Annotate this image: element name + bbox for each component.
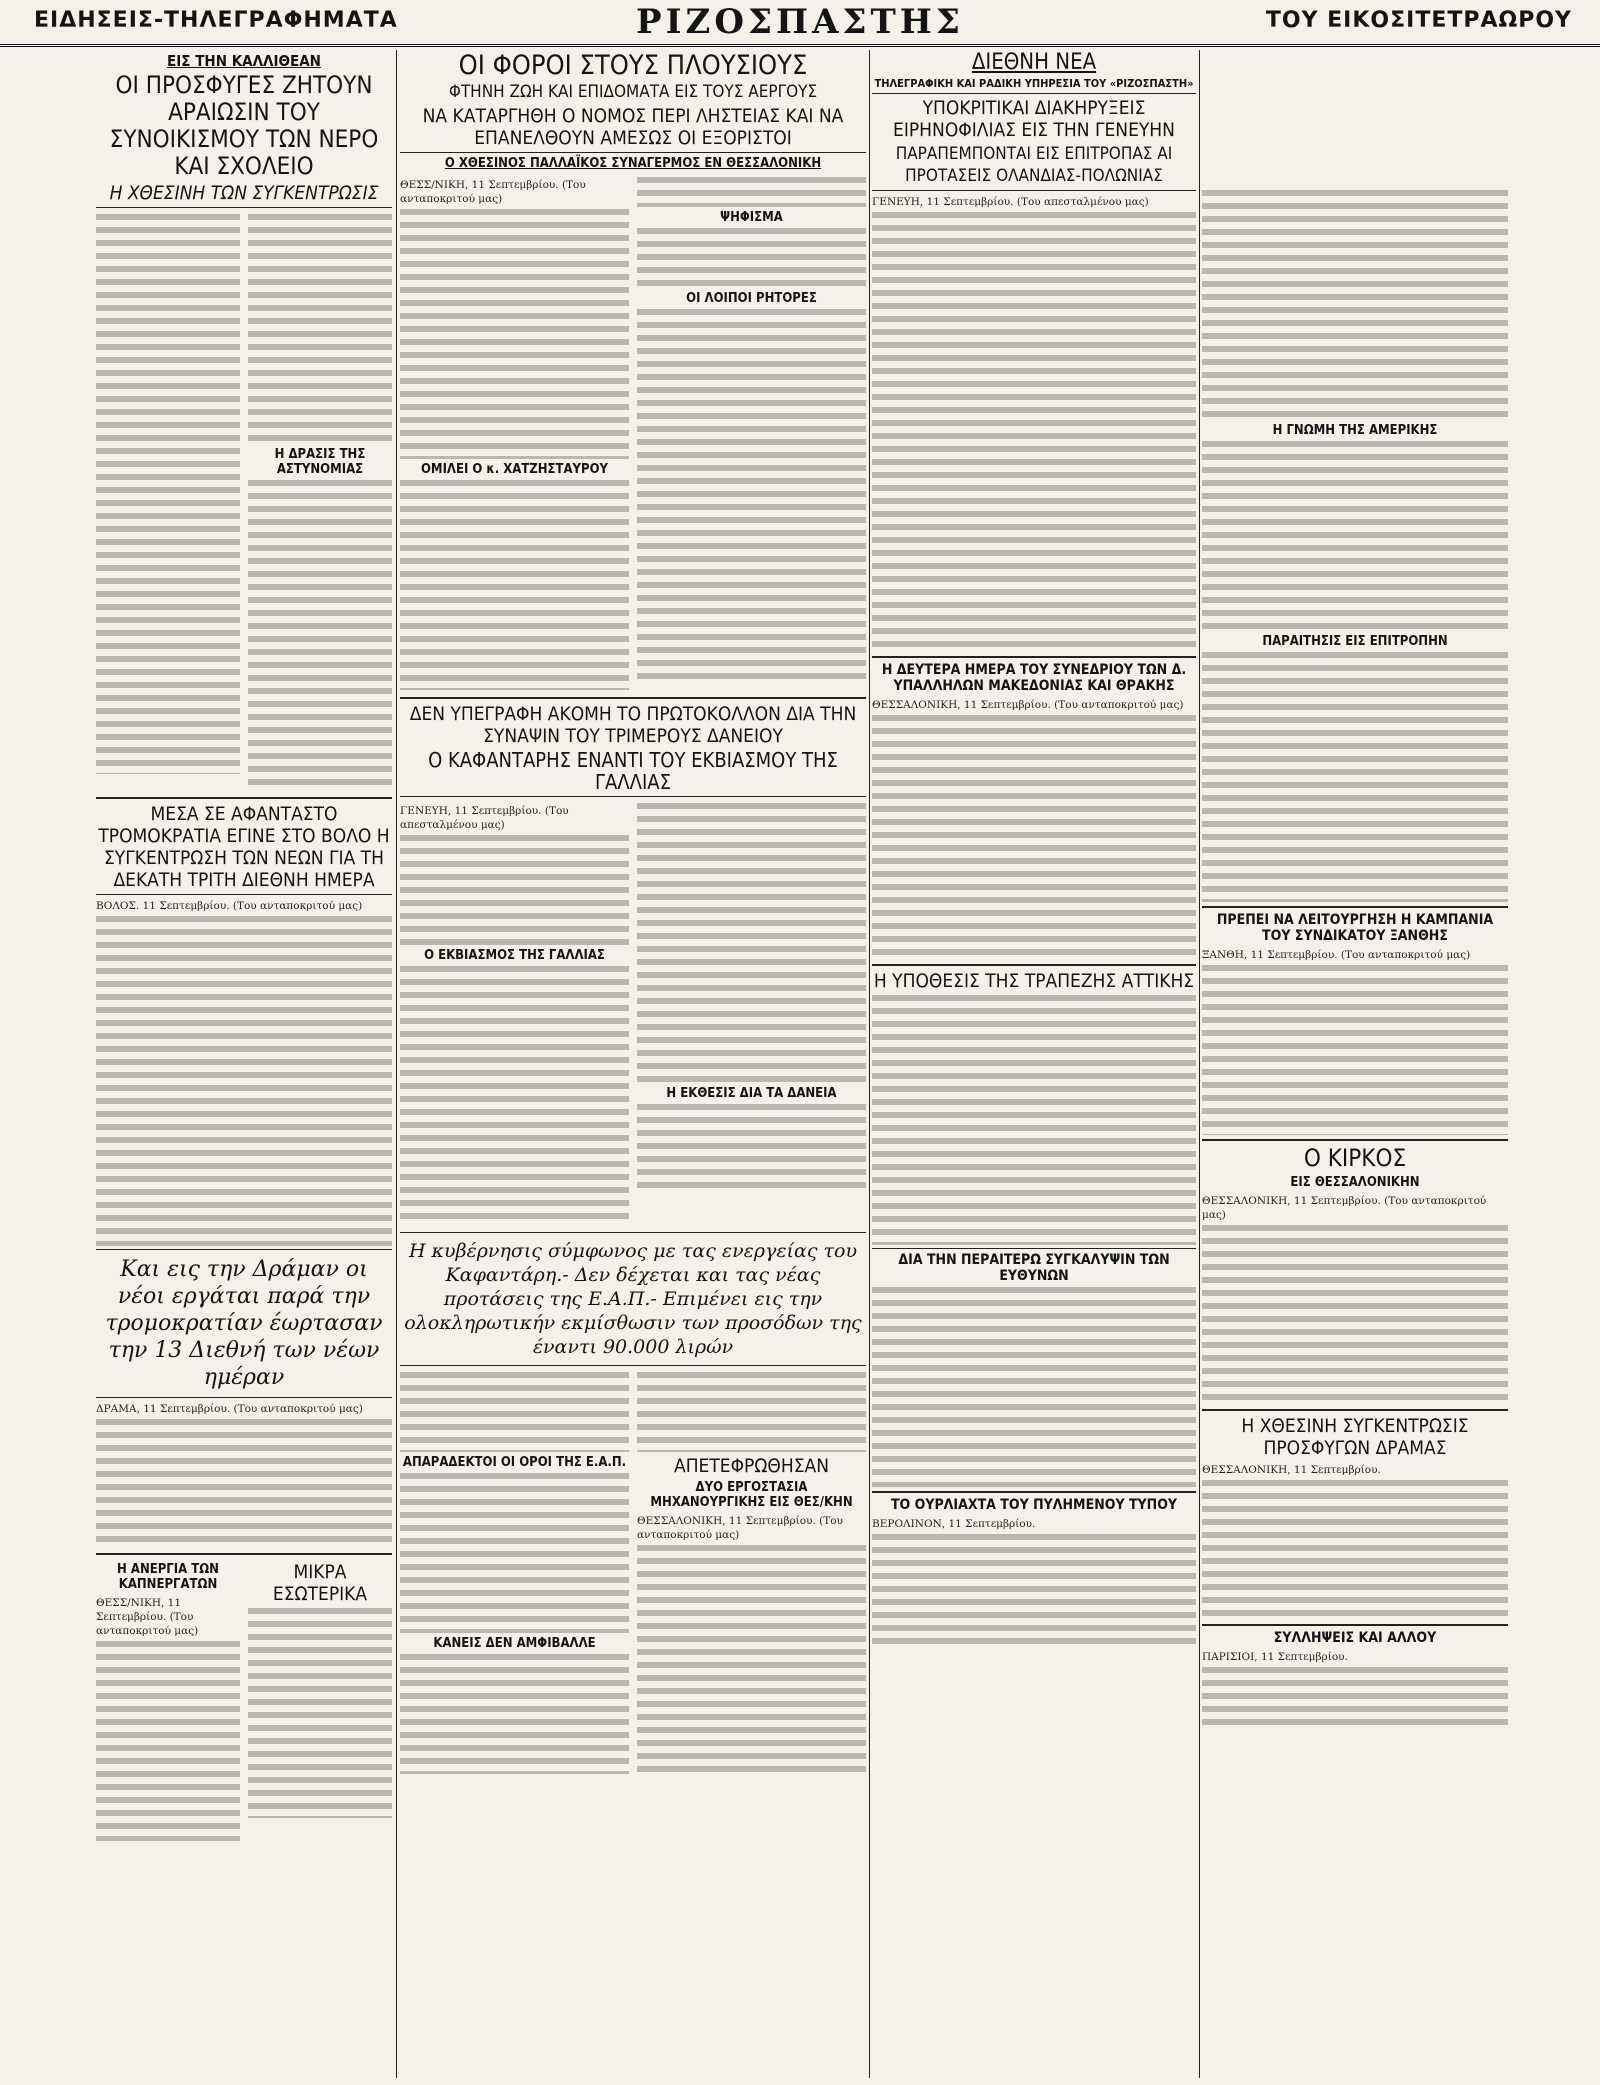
kicker-rally: Ο ΧΘΕΣΙΝΟΣ ΠΑΛΛΑΪΚΟΣ ΣΥΝΑΓΕΡΜΟΣ ΕΝ ΘΕΣΣΑΛΟΝΙΚΗ [444,156,822,171]
subhead-no-doubt: ΚΑΝΕΙΣ ΔΕΝ ΑΜΦΙΒΑΛΛΕ [433,1636,596,1651]
divider [1202,1409,1508,1411]
divider [1202,1139,1508,1141]
text-block [400,209,629,459]
divider [400,1232,866,1233]
headline-taxes: ΟΙ ΦΟΡΟΙ ΣΤΟΥΣ ΠΛΟΥΣΙΟΥΣ [458,50,808,81]
dateline-berlin: ΒΕΡΟΛΙΝΟΝ, 11 Σεπτεμβρίου. [872,1518,1036,1530]
subhead-police: Η ΔΡΑΣΙΣ ΤΗΣ ΑΣΤΥΝΟΜΙΑΣ [274,447,366,477]
subhead-speech: ΟΜΙΛΕΙ Ο κ. ΧΑΤΖΗΣΤΑΥΡΟΥ [420,462,608,477]
text-block [872,995,1196,1245]
headline-circus: Ο ΚΙΡΚΟΣ [1303,1144,1407,1172]
text-block [637,1104,866,1194]
kicker-kallithea: ΕΙΣ ΤΗΝ ΚΑΛΛΙΘΕΑΝ [167,52,321,70]
column-divider [1199,50,1200,2078]
text-block [637,228,866,288]
text-block [248,214,392,444]
headline-tobacco-workers: Η ΑΝΕΡΓΙΑ ΤΩΝ ΚΑΠΝΕΡΓΑΤΩΝ [117,1562,219,1592]
subhead-rejected-terms: ΑΠΑΡΑΔΕΚΤΟΙ ΟΙ ΟΡΟΙ ΤΗΣ Ε.Α.Π. [402,1455,627,1470]
text-block [637,309,866,679]
dateline-paris: ΠΑΡΙΣΙΟΙ, 11 Σεπτεμβρίου. [1202,1651,1348,1663]
text-block [872,1287,1196,1487]
headline-cover-up: ΔΙΑ ΤΗΝ ΠΕΡΑΙΤΕΡΩ ΣΥΓΚΑΛΥΨΙΝ ΤΩΝ ΕΥΘΥΝΩΝ [898,1252,1170,1284]
text-block [637,177,866,207]
subhead-abolish-law: ΝΑ ΚΑΤΑΡΓΗΘΗ Ο ΝΟΜΟΣ ΠΕΡΙ ΛΗΣΤΕΙΑΣ ΚΑΙ ΝΑ ΕΠΑΝΕΛΘΟΥΝ ΑΜΕΣΩΣ ΟΙ ΕΞΟΡΙΣΤΟΙ [422,105,844,149]
text-block [1202,1667,1508,1727]
text-block [96,1641,240,1841]
divider [872,1491,1196,1493]
divider [1202,906,1508,908]
dateline-geneva: ΓΕΝΕΥΗ, 11 Σεπτεμβρίου. (Του απεσταλμένου μας) [400,805,569,831]
dateline-drama-rally: ΘΕΣΣΑΛΟΝΙΚΗ, 11 Σεπτεμβρίου. [1202,1464,1381,1476]
text-block [248,480,392,790]
subhead-loans: Η ΕΚΘΕΣΙΣ ΔΙΑ ΤΑ ΔΑΝΕΙΑ [666,1086,837,1101]
column-divider [396,50,397,2078]
headline-congress: Η ΔΕΥΤΕΡΑ ΗΜΕΡΑ ΤΟΥ ΣΥΝΕΔΡΙΟΥ ΤΩΝ Δ. ΥΠΑΛΛΗΛΩΝ ΜΑΚΕΔΟΝΙΑΣ ΚΑΙ ΘΡΑΚΗΣ [881,662,1187,694]
text-block [248,1608,392,1818]
text-block [637,1545,866,1775]
divider [872,964,1196,966]
text-block [96,916,392,1246]
headline-press: ΤΟ ΟΥΡΛΙΑΧΤΑ ΤΟΥ ΠΥΛΗΜΕΝΟΥ ΤΥΠΟΥ [890,1497,1178,1513]
text-block [400,835,629,945]
headline-peace-declarations: ΥΠΟΚΡΙΤΙΚΑΙ ΔΙΑΚΗΡΥΞΕΙΣ ΕΙΡΗΝΟΦΙΛΙΑΣ ΕΙΣ ΤΗΝ ΓΕΝΕΥΗΝ [893,97,1175,141]
headline-refugees: ΟΙ ΠΡΟΣΦΥΓΕΣ ΖΗΤΟΥΝ ΑΡΑΙΩΣΙΝ ΤΟΥ ΣΥΝΟΙΚΙΣΜΟΥ ΤΩΝ ΝΕΡΟ ΚΑΙ ΣΧΟΛΕΙΟ [109,71,379,180]
text-block [400,1654,629,1774]
column-4 [1202,50,1508,2080]
divider [872,93,1196,94]
subhead-committee: ΠΑΡΑΙΤΗΣΙΣ ΕΙΣ ΕΠΙΤΡΟΠΗΝ [1262,634,1448,649]
divider [400,796,866,797]
dateline-drama: ΔΡΑΜΑ, 11 Σεπτεμβρίου. (Του ανταποκριτού μας) [96,1403,363,1415]
headline-protocol: ΔΕΝ ΥΠΕΓΡΑΦΗ ΑΚΟΜΗ ΤΟ ΠΡΩΤΟΚΟΛΛΟΝ ΔΙΑ ΤΗΝ ΣΥΝΑΨΙΝ ΤΟΥ ΤΡΙΜΕΡΟΥΣ ΔΑΝΕΙΟΥ [409,703,857,747]
divider [96,1397,392,1398]
headline-bank-affair: Η ΥΠΟΘΕΣΙΣ ΤΗΣ ΤΡΑΠΕΖΗΣ ΑΤΤΙΚΗΣ [873,970,1195,992]
divider [400,152,866,153]
dateline-geneva: ΓΕΝΕΥΗ, 11 Σεπτεμβρίου. (Του απεσταλμένου μας) [872,196,1149,208]
headline-arrests: ΣΥΛΛΗΨΕΙΣ ΚΑΙ ΑΛΛΟΥ [1273,1630,1437,1646]
text-block [400,966,629,1226]
article-body [400,174,866,693]
subhead-speakers: ΟΙ ΛΟΙΠΟΙ ΡΗΤΟΡΕΣ [686,291,817,306]
subhead-america: Η ΓΝΩΜΗ ΤΗΣ ΑΜΕΡΙΚΗΣ [1272,423,1438,438]
headline-volos: ΜΕΣΑ ΣΕ ΑΦΑΝΤΑΣΤΟ ΤΡΟΜΟΚΡΑΤΙΑ ΕΓΙΝΕ ΣΤΟ ΒΟΛΟ Η ΣΥΓΚΕΝΤΡΩΣΗ ΤΩΝ ΝΕΩΝ ΓΙΑ ΤΗ ΔΕΚΑΤΗ ΤΡΙΤΗ ΔΙΕΘΝΗ ΗΜΕΡΑ [98,803,390,891]
masthead-section-left: ΕΙΔΗΣΕΙΣ-ΤΗΛΕΓΡΑΦΗΜΑΤΑ [34,8,398,33]
text-block [1202,190,1508,420]
text-block [400,1372,629,1452]
column-divider [869,50,870,2078]
dateline-xanthi: ΞΑΝΘΗ, 11 Σεπτεμβρίου. (Του ανταποκριτού μας) [1202,949,1471,961]
headline-drama-rally: Η ΧΘΕΣΙΝΗ ΣΥΓΚΕΝΤΡΩΣΙΣ ΠΡΟΣΦΥΓΩΝ ΔΡΑΜΑΣ [1241,1415,1469,1459]
divider [96,797,392,799]
service-line: ΤΗΛΕΓΡΑΦΙΚΗ ΚΑΙ ΡΑΔΙΚΗ ΥΠΗΡΕΣΙΑ ΤΟΥ «ΡΙΖΟΣΠΑΣΤΗ» [874,77,1194,90]
article-body [400,800,866,1229]
headline-minor-domestic: ΜΙΚΡΑ ΕΣΩΤΕΡΙΚΑ [272,1561,368,1605]
subhead-cheap-life: ΦΤΗΝΗ ΖΩΗ ΚΑΙ ΕΠΙΔΟΜΑΤΑ ΕΙΣ ΤΟΥΣ ΑΕΡΓΟΥΣ [448,82,818,102]
dateline-thessaloniki: ΘΕΣΣ/ΝΙΚΗ, 11 Σεπτεμβρίου. (Του ανταποκριτού μας) [400,179,586,205]
divider [1202,1624,1508,1626]
text-block [1202,965,1508,1135]
dateline-volos: ΒΟΛΟΣ. 11 Σεπτεμβρίου. (Του ανταποκριτού μας) [96,900,363,912]
text-block [872,715,1196,960]
subhead-resolution: ΨΗΦΙΣΜΑ [720,210,783,225]
text-block [1202,652,1508,902]
article-body [96,211,392,793]
headline-committees: ΠΑΡΑΠΕΜΠΟΝΤΑΙ ΕΙΣ ΕΠΙΤΡΟΠΑΣ ΑΙ ΠΡΟΤΑΣΕΙΣ ΟΛΑΝΔΙΑΣ-ΠΟΛΩΝΙΑΣ [895,144,1173,186]
divider [96,1553,392,1555]
text-block [1202,441,1508,631]
text-block [1202,1480,1508,1620]
dateline-circus: ΘΕΣΣΑΛΟΝΙΚΗ, 11 Σεπτεμβρίου. (Του ανταποκριτού μας) [1202,1195,1487,1221]
divider [96,894,392,895]
divider [872,656,1196,658]
headline-burned: ΑΠΕΤΕΦΡΩΘΗΣΑΝ [674,1455,829,1477]
kicker-international: ΔΙΕΘΝΗ ΝΕΑ [971,50,1097,75]
subhead-blackmail: Ο ΕΚΒΙΑΣΜΟΣ ΤΗΣ ΓΑΛΛΙΑΣ [424,948,605,963]
masthead-section-right: ΤΟΥ ΕΙΚΟΣΙΤΕΤΡΑΩΡΟΥ [1265,8,1572,33]
text-block [1202,1225,1508,1405]
subhead-factories: ΔΥΟ ΕΡΓΟΣΤΑΣΙΑ ΜΗΧΑΝΟΥΡΓΙΚΗΣ ΕΙΣ ΘΕΣ/ΚΗΝ [650,1480,853,1510]
divider [872,1248,1196,1249]
dateline-tobacco: ΘΕΣΣ/ΝΙΚΗ, 11 Σεπτεμβρίου. (Του ανταποκριτού μας) [96,1597,199,1637]
headline-xanthi: ΠΡΕΠΕΙ ΝΑ ΛΕΙΤΟΥΡΓΗΣΗ Η ΚΑΜΠΑΝΙΑ ΤΟΥ ΣΥΝΔΙΚΑΤΟΥ ΞΑΝΘΗΣ [1216,912,1494,944]
headline-government-agrees: Η κυβέρνησις σύμφωνος με τας ενεργείας του Καφαντάρη.- Δεν δέχεται και τας νέας προτάσεις της Ε.Α.Π.- Επιμένει εις την ολοκληρωτικήν εκμίσθωσιν των προσόδων της έναντι 90.000 λιρών [404,1240,862,1358]
divider [400,1365,866,1366]
text-block [637,1372,866,1452]
text-block [637,803,866,1083]
text-block [400,1473,629,1633]
headline-kafantaris: Ο ΚΑΦΑΝΤΑΡΗΣ ΕΝΑΝΤΙ ΤΟΥ ΕΚΒΙΑΣΜΟΥ ΤΗΣ ΓΑΛΛΙΑΣ [428,748,838,794]
dateline-thessaloniki-2: ΘΕΣΣΑΛΟΝΙΚΗ, 11 Σεπτεμβρίου. (Του ανταποκριτού μας) [637,1515,843,1541]
masthead-title: ΡΙΖΟΣΠΑΣΤΗΣ [636,2,964,42]
divider [872,190,1196,191]
article-body [400,1369,866,1778]
divider [96,1249,392,1250]
dateline-congress: ΘΕΣΣΑΛΟΝΙΚΗ, 11 Σεπτεμβρίου. (Του ανταποκριτού μας) [872,699,1184,711]
masthead [0,0,1600,47]
text-block [96,1419,392,1549]
text-block [872,1534,1196,1644]
subhead-gathering: Η ΧΘΕΣΙΝΗ ΤΩΝ ΣΥΓΚΕΝΤΡΩΣΙΣ [109,182,379,204]
text-block [96,214,240,774]
divider [400,697,866,699]
bottom-articles [96,1559,392,1844]
column-1 [96,50,392,2080]
column-3 [872,50,1196,2080]
subhead-circus-city: ΕΙΣ ΘΕΣΣΑΛΟΝΙΚΗΝ [1290,1175,1420,1190]
text-block [400,480,629,690]
text-block [872,212,1196,652]
divider [96,207,392,208]
headline-drama: Και εις την Δράμαν οι νέοι εργάται παρά την τρομοκρατίαν έωρτασαν την 13 Διεθνή των νέων ημέραν [105,1257,383,1390]
column-2 [400,50,866,2080]
